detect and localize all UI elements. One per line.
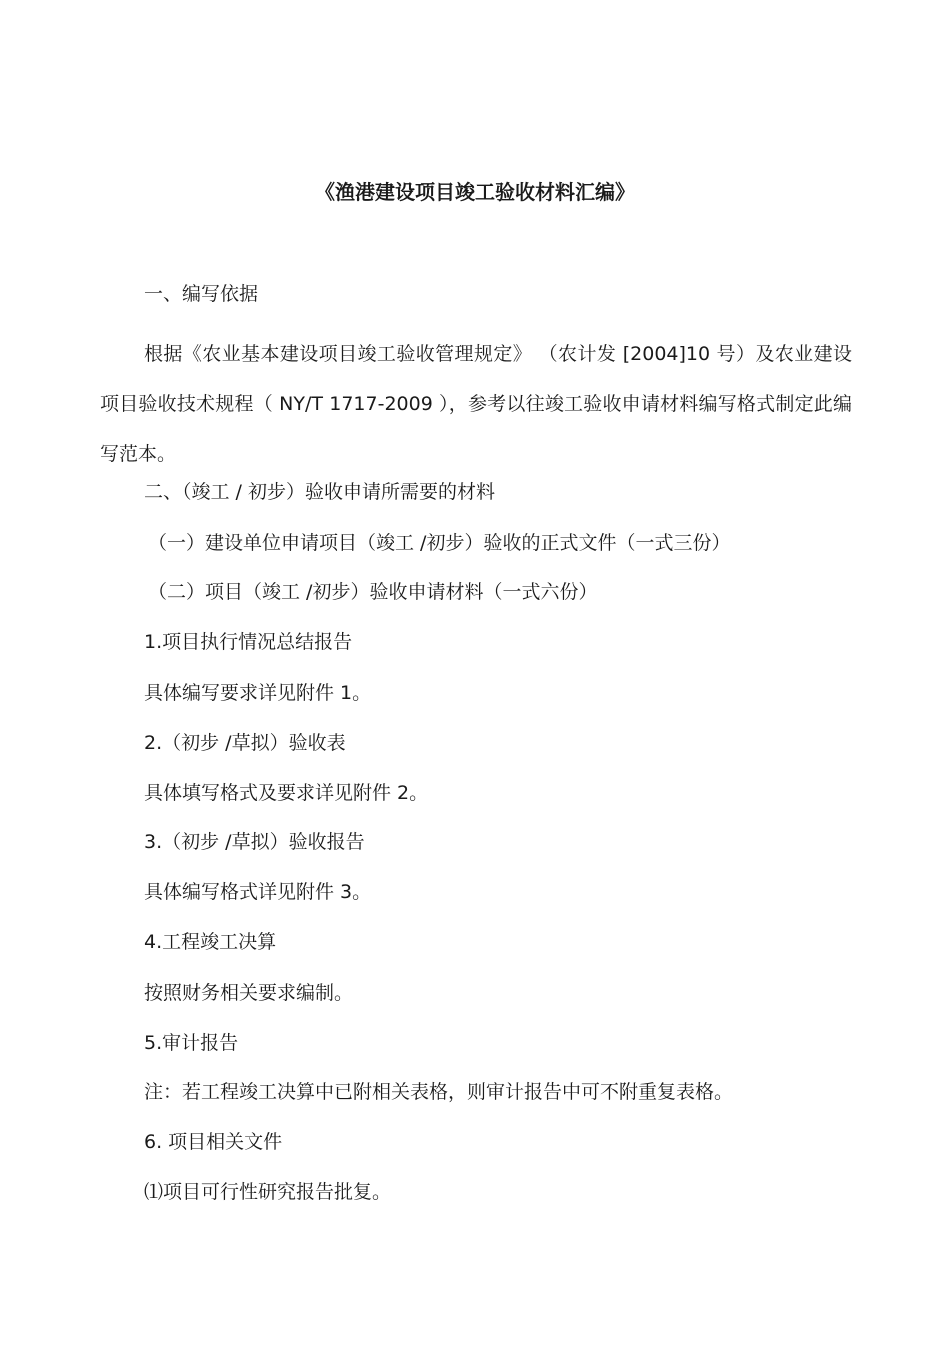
item-3-heading: 3.（初步 /草拟）验收报告	[144, 831, 365, 853]
item-4-heading: 4.工程竣工决算	[144, 931, 277, 953]
item-4-note: 按照财务相关要求编制。	[144, 982, 354, 1004]
item-1-note: 具体编写要求详见附件 1。	[144, 682, 372, 704]
subsection-1: （一）建设单位申请项目（竣工 /初步）验收的正式文件（一式三份）	[148, 532, 731, 554]
item-5-note: 注：若工程竣工决算中已附相关表格，则审计报告中可不附重复表格。	[144, 1081, 734, 1103]
item-1-heading: 1.项目执行情况总结报告	[144, 631, 353, 653]
item-6-subitem-1: ⑴项目可行性研究报告批复。	[144, 1181, 392, 1203]
item-2-heading: 2.（初步 /草拟）验收表	[144, 732, 346, 754]
item-3-note: 具体编写格式详见附件 3。	[144, 881, 372, 903]
section2-heading: 二、（竣工 / 初步）验收申请所需要的材料	[144, 481, 495, 503]
section1-body: 根据《农业基本建设项目竣工验收管理规定》 （农计发 [2004]10 号）及农业建设项目验收技术规程（ NY/T 1717-2009 ），参考以往竣工验收申请材料编写格式制定此编写范本。	[100, 343, 852, 465]
section1-heading: 一、编写依据	[144, 283, 259, 305]
subsection-2: （二）项目（竣工 /初步）验收申请材料（一式六份）	[148, 581, 598, 603]
item-5-heading: 5.审计报告	[144, 1032, 239, 1054]
document-title: 《渔港建设项目竣工验收材料汇编》	[315, 180, 635, 204]
item-2-note: 具体填写格式及要求详见附件 2。	[144, 782, 429, 804]
item-6-heading: 6. 项目相关文件	[144, 1131, 283, 1153]
